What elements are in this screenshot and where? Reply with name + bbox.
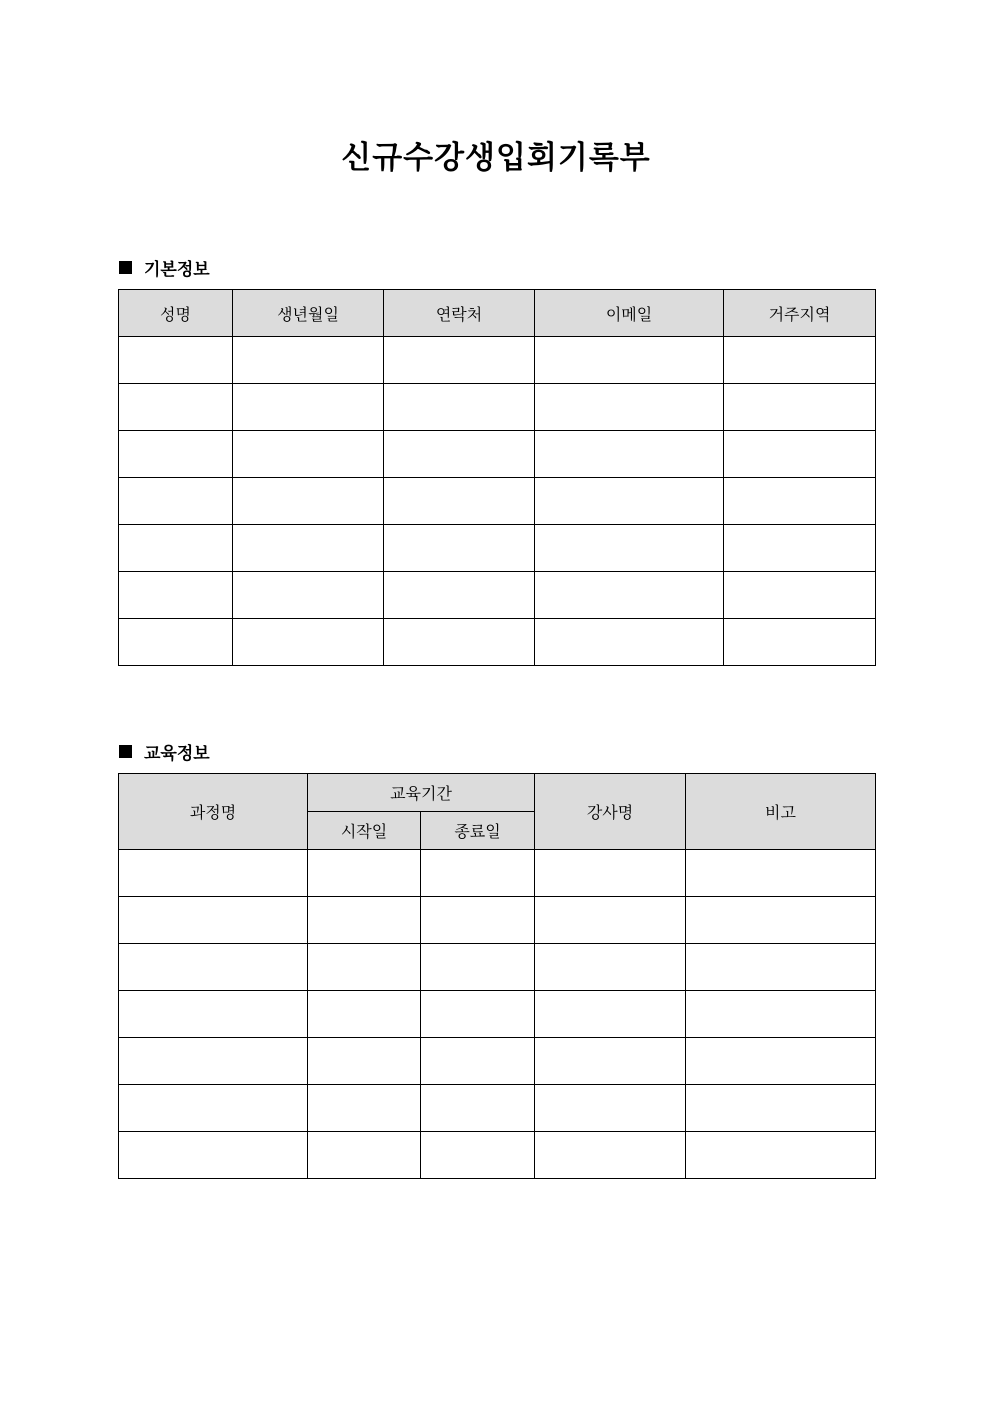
table-row: [119, 478, 876, 525]
table-row: [119, 619, 876, 666]
table-cell[interactable]: [308, 1038, 421, 1085]
table-cell[interactable]: [686, 1132, 876, 1179]
header-birthdate: 생년월일: [233, 290, 384, 337]
table-cell[interactable]: [535, 1085, 686, 1132]
section-heading-basic: [119, 255, 210, 280]
table-cell[interactable]: [724, 431, 876, 478]
table-cell[interactable]: [724, 478, 876, 525]
table-cell[interactable]: [535, 619, 724, 666]
header-start-date: 시작일: [308, 812, 421, 850]
table-row: [119, 944, 876, 991]
header-region: 거주지역: [724, 290, 876, 337]
table-cell[interactable]: [421, 1132, 535, 1179]
page-title: 신규수강생입회기록부: [341, 140, 651, 176]
table-cell[interactable]: [535, 991, 686, 1038]
table-cell[interactable]: [384, 478, 535, 525]
header-contact: 연락처: [384, 290, 535, 337]
table-cell[interactable]: [724, 572, 876, 619]
table-cell[interactable]: [421, 991, 535, 1038]
header-period: 교육기간: [308, 774, 535, 812]
table-cell[interactable]: [233, 619, 384, 666]
table-cell[interactable]: [535, 1038, 686, 1085]
table-cell[interactable]: [384, 525, 535, 572]
table-cell[interactable]: [535, 478, 724, 525]
table-cell[interactable]: [421, 897, 535, 944]
table-cell[interactable]: [308, 1132, 421, 1179]
table-header-row: [119, 774, 876, 812]
square-bullet-icon: [119, 261, 132, 274]
table-cell[interactable]: [686, 1038, 876, 1085]
header-name: 성명: [119, 290, 233, 337]
table-cell[interactable]: [686, 897, 876, 944]
table-cell[interactable]: [119, 572, 233, 619]
table-cell[interactable]: [535, 384, 724, 431]
table-cell[interactable]: [535, 431, 724, 478]
table-cell[interactable]: [119, 1132, 308, 1179]
table-row: [119, 897, 876, 944]
header-note: 비고: [686, 774, 876, 850]
table-cell[interactable]: [233, 572, 384, 619]
table-cell[interactable]: [535, 944, 686, 991]
table-cell[interactable]: [535, 897, 686, 944]
table-cell[interactable]: [119, 991, 308, 1038]
table-cell[interactable]: [119, 850, 308, 897]
header-end-date: 종료일: [421, 812, 535, 850]
table-cell[interactable]: [119, 944, 308, 991]
table-row: [119, 991, 876, 1038]
table-cell[interactable]: [119, 478, 233, 525]
basic-info-table: [118, 289, 876, 666]
section-heading-education: [119, 739, 210, 764]
table-cell[interactable]: [308, 991, 421, 1038]
table-cell[interactable]: [308, 897, 421, 944]
table-cell[interactable]: [119, 619, 233, 666]
table-cell[interactable]: [384, 431, 535, 478]
table-row: [119, 1038, 876, 1085]
table-cell[interactable]: [384, 619, 535, 666]
table-cell[interactable]: [686, 1085, 876, 1132]
table-cell[interactable]: [421, 944, 535, 991]
table-cell[interactable]: [119, 525, 233, 572]
table-cell[interactable]: [119, 431, 233, 478]
square-bullet-icon: [119, 745, 132, 758]
table-cell[interactable]: [421, 1038, 535, 1085]
table-cell[interactable]: [686, 944, 876, 991]
table-cell[interactable]: [119, 337, 233, 384]
header-instructor: 강사명: [535, 774, 686, 850]
table-row: [119, 1085, 876, 1132]
table-cell[interactable]: [119, 1085, 308, 1132]
table-cell[interactable]: [119, 1038, 308, 1085]
table-row: [119, 525, 876, 572]
table-cell[interactable]: [308, 944, 421, 991]
table-cell[interactable]: [233, 431, 384, 478]
table-cell[interactable]: [724, 337, 876, 384]
section-heading-label: 기본정보: [144, 260, 210, 280]
table-cell[interactable]: [233, 478, 384, 525]
table-row: [119, 337, 876, 384]
table-cell[interactable]: [535, 572, 724, 619]
table-header-row: [119, 290, 876, 337]
table-cell[interactable]: [384, 384, 535, 431]
table-cell[interactable]: [535, 1132, 686, 1179]
table-cell[interactable]: [724, 525, 876, 572]
table-cell[interactable]: [535, 525, 724, 572]
table-cell[interactable]: [724, 619, 876, 666]
table-cell[interactable]: [724, 384, 876, 431]
table-cell[interactable]: [308, 1085, 421, 1132]
table-cell[interactable]: [686, 991, 876, 1038]
table-cell[interactable]: [308, 850, 421, 897]
table-cell[interactable]: [686, 850, 876, 897]
table-row: [119, 431, 876, 478]
table-row: [119, 384, 876, 431]
table-cell[interactable]: [119, 897, 308, 944]
education-info-table: [118, 773, 876, 1179]
table-cell[interactable]: [119, 384, 233, 431]
table-cell[interactable]: [233, 525, 384, 572]
table-cell[interactable]: [233, 384, 384, 431]
header-email: 이메일: [535, 290, 724, 337]
table-cell[interactable]: [421, 850, 535, 897]
table-cell[interactable]: [384, 572, 535, 619]
table-cell[interactable]: [535, 850, 686, 897]
section-heading-label: 교육정보: [144, 744, 210, 764]
table-cell[interactable]: [535, 337, 724, 384]
table-row: [119, 850, 876, 897]
header-course: 과정명: [119, 774, 308, 850]
table-row: [119, 1132, 876, 1179]
table-cell[interactable]: [421, 1085, 535, 1132]
table-cell[interactable]: [233, 337, 384, 384]
table-row: [119, 572, 876, 619]
table-cell[interactable]: [384, 337, 535, 384]
